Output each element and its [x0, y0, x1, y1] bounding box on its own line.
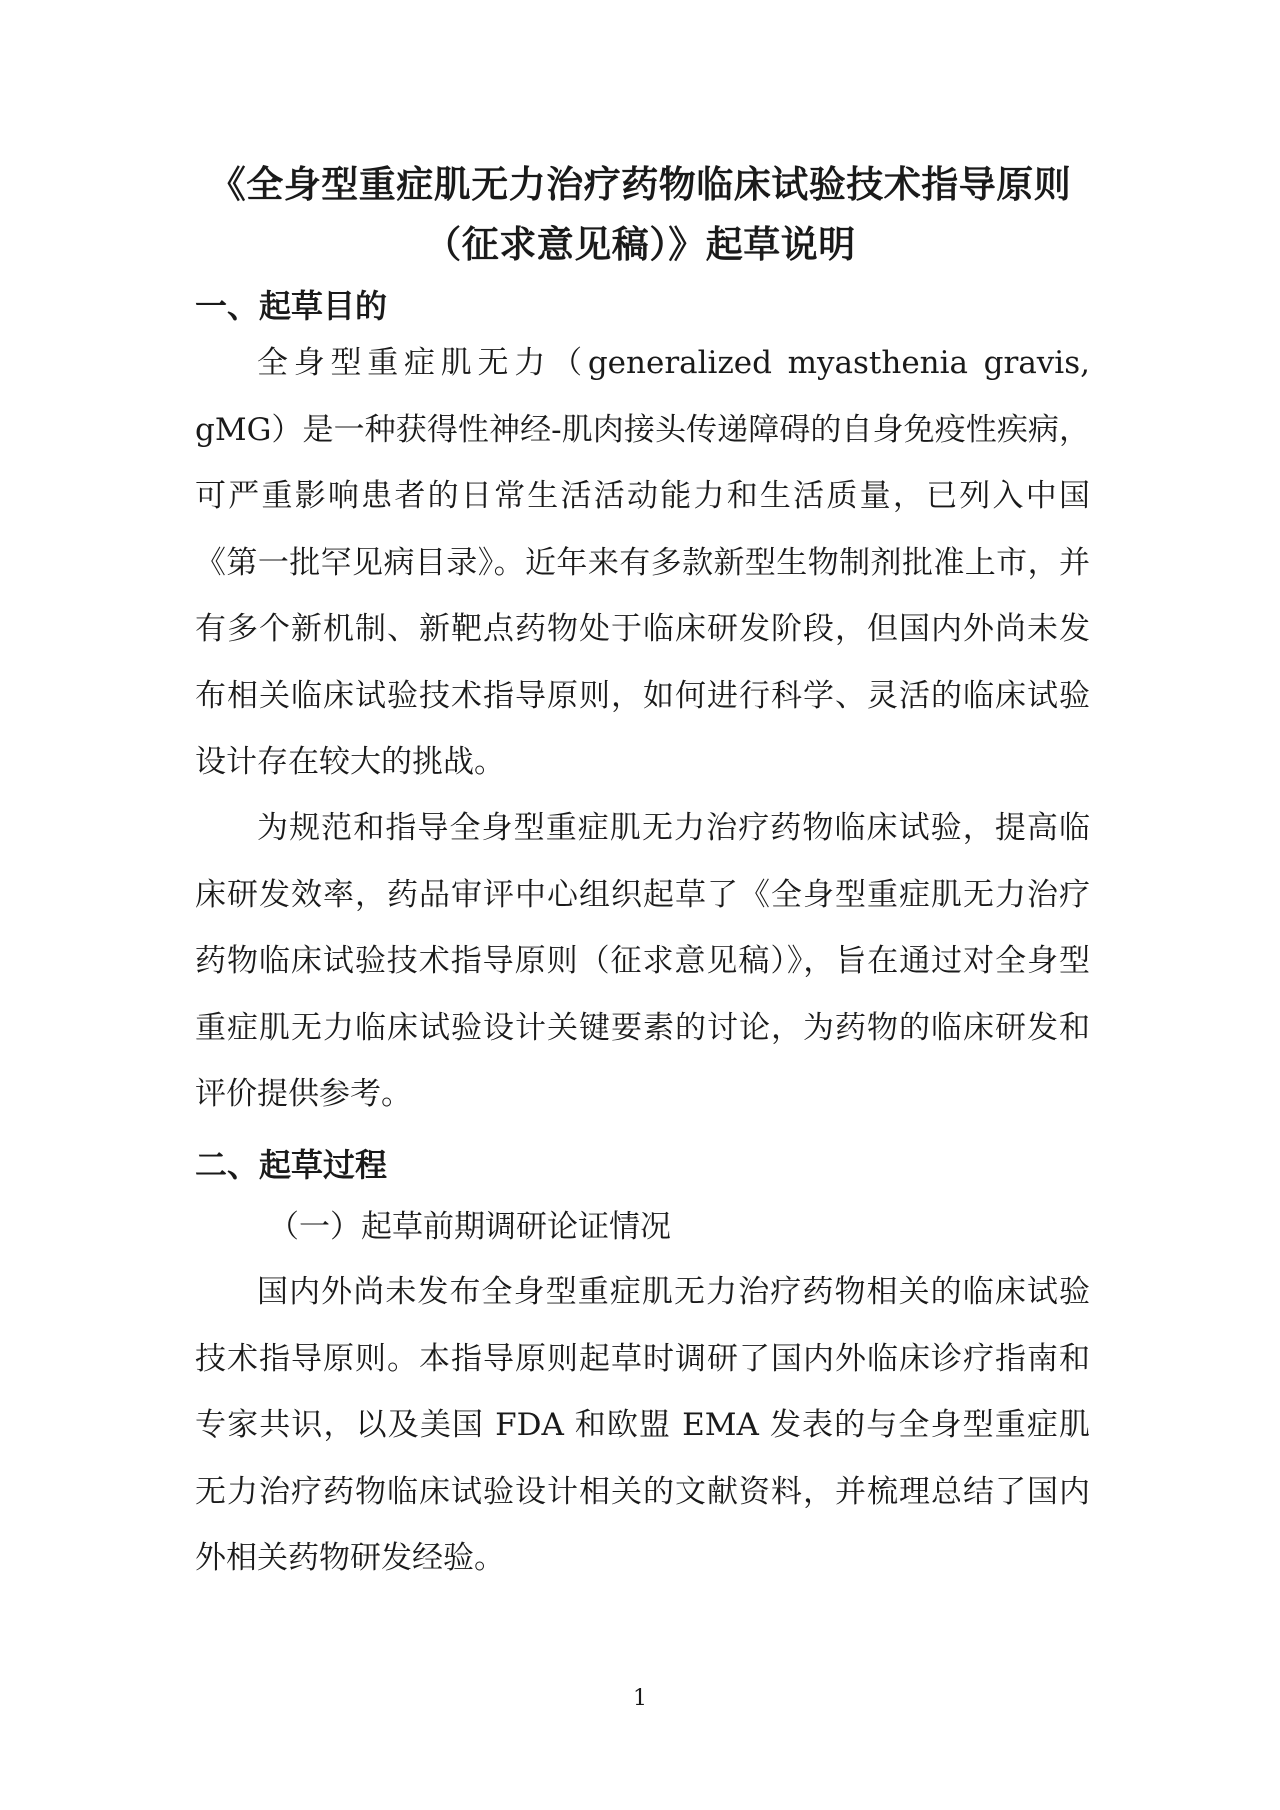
section-1-paragraph-2: 为规范和指导全身型重症肌无力治疗药物临床试验，提高临床研发效率，药品审评中心组织起草了《全身型重症肌无力治疗药物临床试验技术指导原则（征求意见稿）》，旨在通过对全身型重症肌无力临床试验设计关键要素的讨论，为药物的临床研发和评价提供参考。 [195, 810, 1090, 1112]
section-1-heading: 一、起草目的 [195, 287, 388, 325]
page-number: 1 [633, 1686, 647, 1711]
section-2-paragraph-1: 国内外尚未发布全身型重症肌无力治疗药物相关的临床试验技术指导原则。本指导原则起草时调研了国内外临床诊疗指南和专家共识，以及美国 FDA 和欧盟 EMA 发表的与全身型重症肌无力治疗药物临床试验设计相关的文献资料，并梳理总结了国内外相关药物研发经验。 [195, 1274, 1090, 1576]
section-2-subheading: （一）起草前期调研论证情况 [268, 1209, 671, 1245]
section-1-paragraph-1: 全身型重症肌无力（generalized myasthenia gravis, gMG）是一种获得性神经-肌肉接头传递障碍的自身免疫性疾病，可严重影响患者的日常生活活动能力和生活质量，已列入中国《第一批罕见病目录》。近年来有多款新型生物制剂批准上市，并有多个新机制、新靶点药物处于临床研发阶段，但国内外尚未发布相关临床试验技术指导原则，如何进行科学、灵活的临床试验设计存在较大的挑战。 [195, 345, 1090, 780]
section-2-heading: 二、起草过程 [195, 1146, 388, 1184]
document-title-line-1: 《全身型重症肌无力治疗药物临床试验技术指导原则 [208, 163, 1072, 206]
document-title-line-2: （征求意见稿）》起草说明 [424, 223, 856, 266]
